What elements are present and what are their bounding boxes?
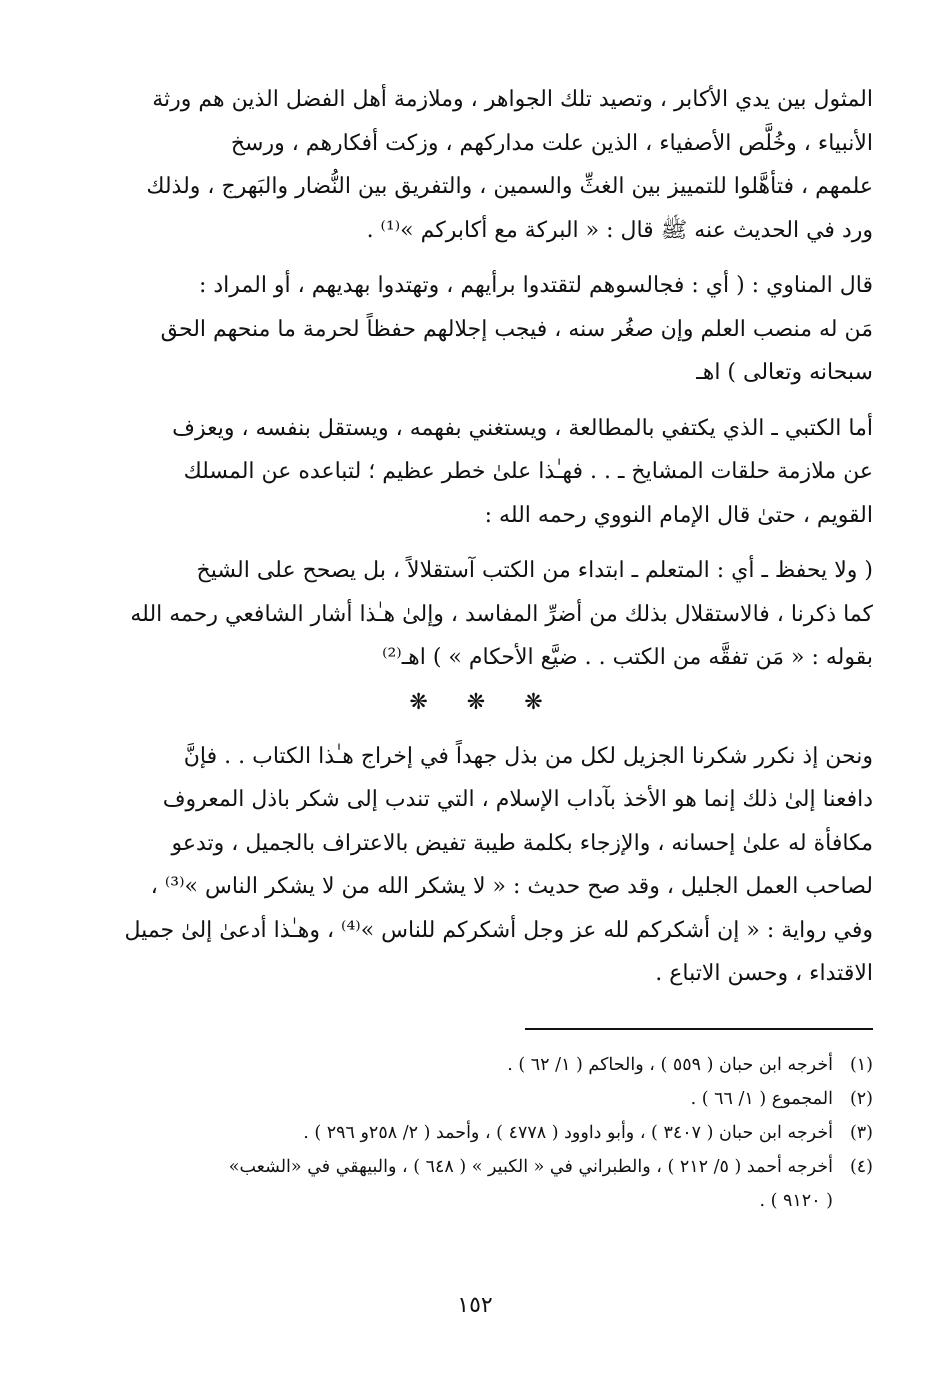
text-line: قال المناوي : ( أي : فجالسوهم لتقتدوا برأيهم ، وتهتدوا بهديهم ، أو المراد :: [198, 273, 873, 298]
footnote-number: (٢): [849, 1088, 873, 1109]
footnote-line: أخرجه ابن حبان ( ٣٤٠٧ ) ، وأبو داوود ( ٤٧٧٨ ) ، وأحمد ( ٢/ ٢٥٨و ٢٩٦ ) .: [303, 1122, 833, 1143]
text-line: ونحن إذ نكرر شكرنا الجزيل لكل من بذل جهداً في إخراج هـٰذا الكتاب . . فإنَّ: [183, 743, 873, 769]
paragraph: [95, 735, 873, 996]
text-line: مَن له منصب العلم وإن صغُر سنه ، فيجب إجلالهم حفظاً لحرمة ما منحهم الحق: [160, 316, 873, 342]
footnote-line: ( ٩١٢٠ ) .: [759, 1190, 833, 1211]
footnotes: [95, 1048, 873, 1218]
paragraph: [95, 264, 873, 395]
footnote-line: المجموع ( ١/ ٦٦ ) .: [690, 1088, 833, 1109]
footnote-number: (٣): [849, 1122, 873, 1143]
text-line: دافعنا إلىٰ ذلك إنما هو الأخذ بآداب الإسلام ، التي تندب إلى شكر باذل المعروف: [162, 787, 873, 812]
footnote: [95, 1082, 873, 1116]
text-line: ( ولا يحفظ ـ أي : المتعلم ـ ابتداء من الكتب آستقلالاً ، بل يصحح على الشيخ: [196, 558, 873, 583]
text-line: لصاحب العمل الجليل ، وقد صح حديث : « لا يشكر الله من لا يشكر الناس »⁽³⁾ ،: [150, 874, 873, 899]
text-line: علمهم ، فتأهَّلوا للتمييز بين الغثِّ والسمين ، والتفريق بين النُّضار والبَهرج ، ولذلك: [146, 174, 873, 199]
text-line: سبحانه وتعالى ) اهـ: [696, 360, 873, 385]
footnote-line: أخرجه أحمد ( ٥/ ٢١٢ ) ، والطبراني في « الكبير » ( ٦٤٨ ) ، والبيهقي في «الشعب»: [228, 1156, 833, 1177]
footnote-number: (١): [849, 1054, 873, 1075]
footnote: [95, 1116, 873, 1150]
text-line: الأنبياء ، وخُلَّص الأصفياء ، الذين علت مداركهم ، وزكت أفكارهم ، ورسخ: [230, 130, 873, 156]
section-separator: ❋ ❋ ❋: [409, 689, 559, 715]
text-line: القويم ، حتىٰ قال الإمام النووي رحمه الله :: [484, 502, 873, 528]
footnote-divider: [525, 1028, 873, 1030]
text-line: أما الكتبي ـ الذي يكتفي بالمطالعة ، ويستغني بفهمه ، ويستقل بنفسه ، ويعزف: [172, 415, 873, 441]
text-line: عن ملازمة حلقات المشايخ ـ . . فهـٰذا علىٰ خطر عظيم ؛ لتباعده عن المسلك: [183, 459, 873, 484]
footnote-text: [95, 1150, 833, 1218]
text-line: وفي رواية : « إن أشكركم لله عز وجل أشكركم للناس »⁽⁴⁾ ، وهـٰذا أدعىٰ إلىٰ جميل: [124, 917, 873, 943]
footnote: [95, 1150, 873, 1218]
footnote-text: [95, 1116, 833, 1150]
text-line: مكافأة له علىٰ إحسانه ، والإزجاء بكلمة طيبة تفيض بالاعتراف بالجميل ، وتدعو: [171, 830, 873, 856]
text-line: المثول بين يدي الأكابر ، وتصيد تلك الجواهر ، وملازمة أهل الفضل الذين هم ورثة: [152, 87, 873, 112]
text-line: كما ذكرنا ، فالاستقلال بذلك من أضرِّ المفاسد ، وإلىٰ هـٰذا أشار الشافعي رحمه الله: [130, 601, 873, 627]
footnote-text: [95, 1048, 833, 1082]
footnote-line: أخرجه ابن حبان ( ٥٥٩ ) ، والحاكم ( ١/ ٦٢ ) .: [507, 1054, 833, 1075]
footnote: [95, 1048, 873, 1082]
footnote-text: [95, 1082, 833, 1116]
text-line: بقوله : « مَن تفقَّه من الكتب . . ضيَّع الأحكام » ) اهـ⁽²⁾: [382, 645, 873, 670]
text-line: الاقتداء ، وحسن الاتباع .: [655, 961, 873, 986]
page-body: [95, 78, 873, 1218]
paragraph: [95, 78, 873, 252]
page-number: ١٥٢: [457, 1293, 493, 1318]
text-line: ورد في الحديث عنه ﷺ قال : « البركة مع أكابركم »⁽¹⁾ .: [366, 217, 873, 243]
footnote-number: (٤): [849, 1156, 873, 1177]
paragraph: [95, 549, 873, 680]
paragraph: [95, 407, 873, 538]
